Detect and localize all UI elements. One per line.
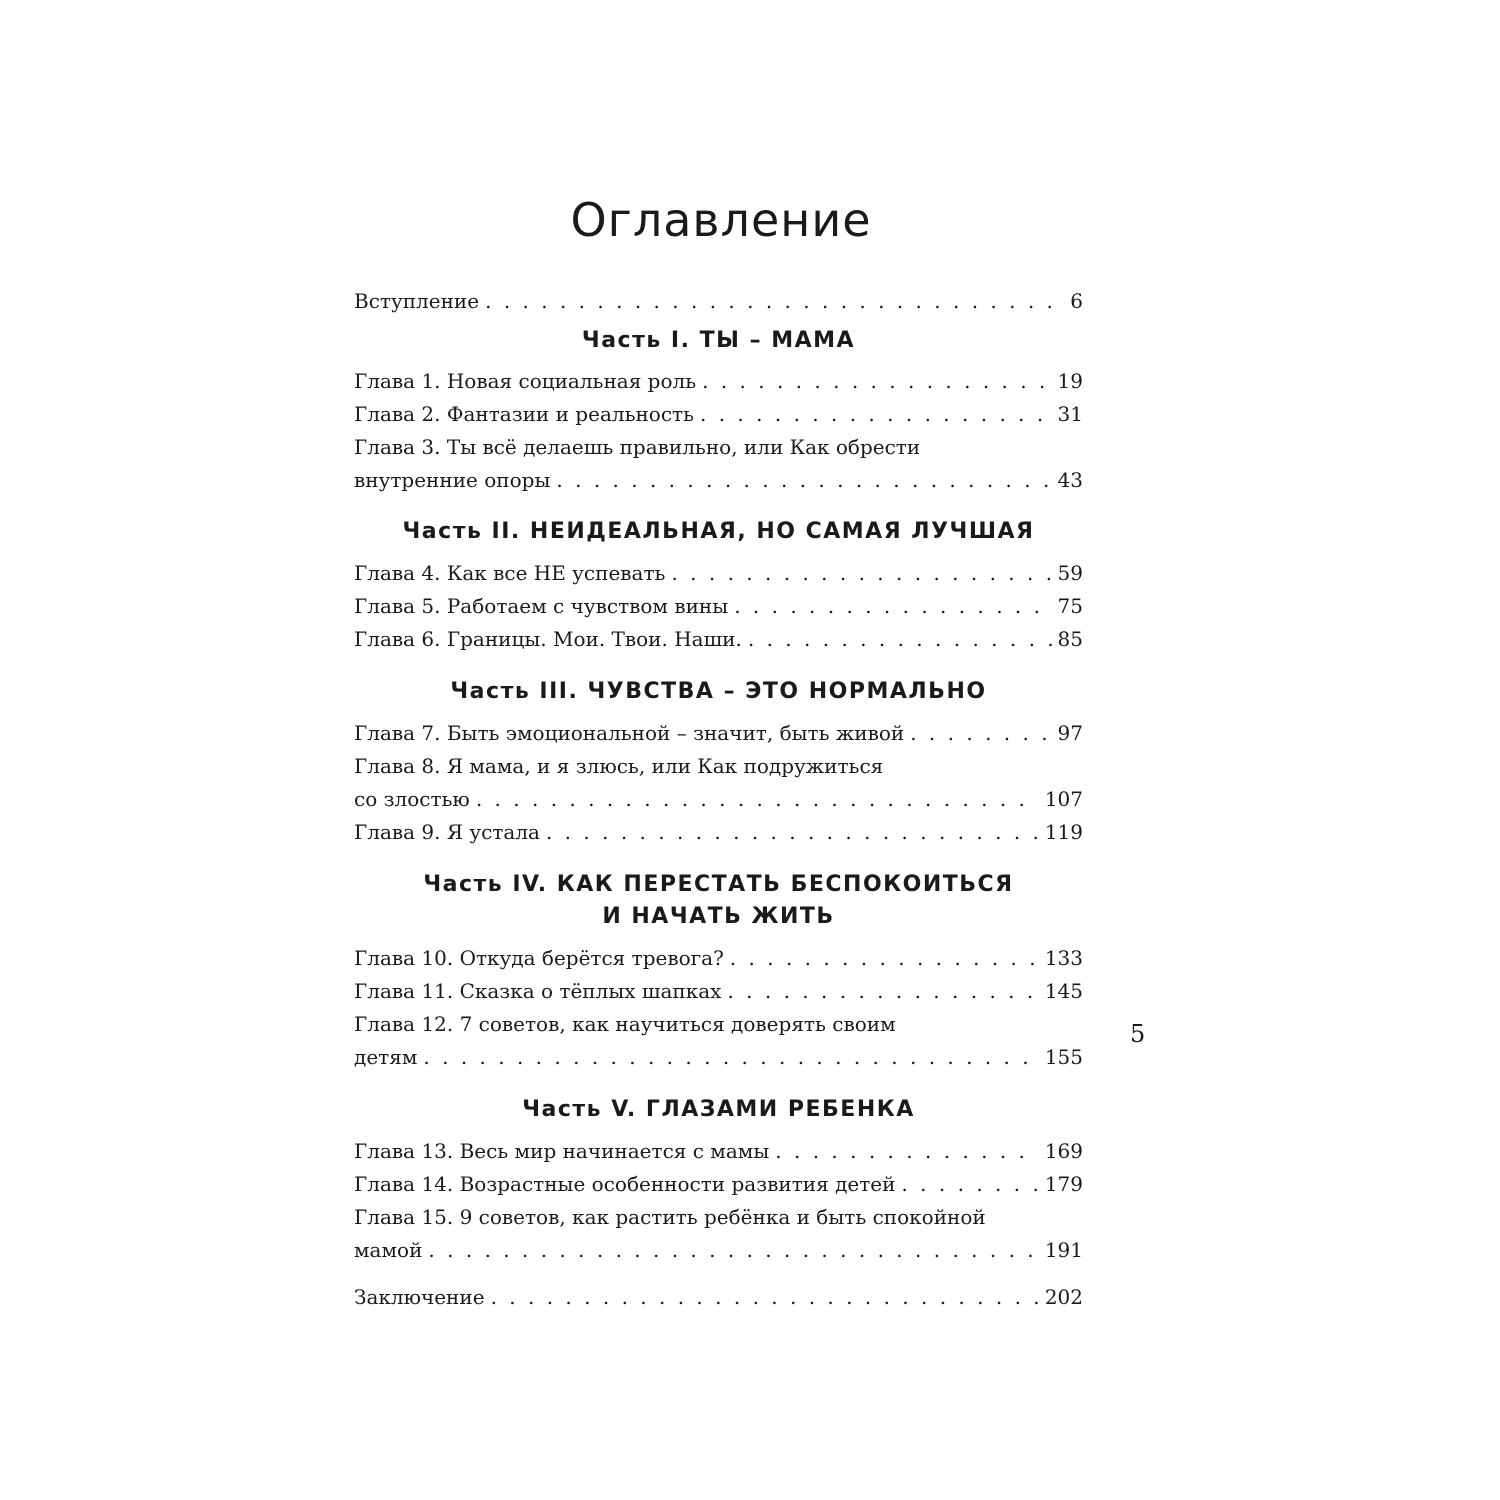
toc-entry-label: Глава 7. Быть эмоциональной – значит, быть живой <box>354 721 905 745</box>
part-heading-2: Часть II. НЕИДЕАЛЬНАЯ, НО САМАЯ ЛУЧШАЯ <box>402 519 1035 544</box>
toc-entry-chapter-9[interactable] <box>354 816 1083 849</box>
toc-page-number: 59 <box>1057 561 1083 585</box>
toc-entry-label: Глава 5. Работаем с чувством вины <box>354 594 729 618</box>
toc-page-number: 85 <box>1057 627 1083 651</box>
dot-leader <box>428 1234 1038 1267</box>
toc-entry-label-line-2: внутренние опоры <box>354 468 551 492</box>
toc-entry-chapter-2[interactable] <box>354 398 1083 431</box>
dot-leader <box>491 1281 1039 1314</box>
toc-page-number: 6 <box>1070 289 1083 313</box>
dot-leader <box>546 816 1039 849</box>
page-title: Оглавление <box>570 193 872 247</box>
toc-page-number: 119 <box>1044 820 1083 844</box>
toc-page-number: 179 <box>1044 1172 1083 1196</box>
dot-leader <box>730 942 1039 975</box>
dot-leader <box>901 1168 1038 1201</box>
toc-entry-chapter-12[interactable] <box>354 1008 1083 1074</box>
toc-entry-label: Глава 6. Границы. Мои. Твои. Наши. <box>354 627 742 651</box>
toc-entry-chapter-8[interactable] <box>354 750 1083 816</box>
toc-page-number: 97 <box>1057 721 1083 745</box>
toc-page-number: 75 <box>1057 594 1083 618</box>
dot-leader <box>671 557 1051 590</box>
toc-entry-intro[interactable] <box>354 285 1083 318</box>
toc-entry-chapter-1[interactable] <box>354 365 1083 398</box>
toc-page-number: 107 <box>1044 787 1083 811</box>
dot-leader <box>734 590 1051 623</box>
dot-leader <box>775 1135 1039 1168</box>
toc-page-number: 191 <box>1044 1238 1083 1262</box>
toc-entry-label: Глава 9. Я устала <box>354 820 540 844</box>
toc-entry-chapter-11[interactable] <box>354 975 1083 1008</box>
part-heading-1: Часть I. ТЫ – МАМА <box>581 328 856 353</box>
toc-entry-label-line-1: Глава 3. Ты всё делаешь правильно, или Как обрести <box>354 435 921 459</box>
toc-entry-chapter-15[interactable] <box>354 1201 1083 1267</box>
toc-entry-label-line-2: детям <box>354 1045 418 1069</box>
dot-leader <box>423 1041 1038 1074</box>
toc-entry-label: Глава 11. Сказка о тёплых шапках <box>354 979 722 1003</box>
toc-entry-label-line-1: Глава 8. Я мама, и я злюсь, или Как подружиться <box>354 754 884 778</box>
toc-entry-chapter-13[interactable] <box>354 1135 1083 1168</box>
toc-entry-chapter-5[interactable] <box>354 590 1083 623</box>
toc-entry-chapter-7[interactable] <box>354 717 1083 750</box>
toc-page-number: 145 <box>1044 979 1083 1003</box>
part-heading-4-line-2: И НАЧАТЬ ЖИТЬ <box>602 904 835 929</box>
dot-leader <box>556 464 1051 497</box>
dot-leader <box>476 783 1039 816</box>
dot-leader <box>700 398 1052 431</box>
toc-entry-label: Вступление <box>354 289 480 313</box>
dot-leader <box>910 717 1051 750</box>
page-number-folio: 5 <box>1130 1020 1146 1048</box>
toc-entry-chapter-3[interactable] <box>354 431 1083 497</box>
toc-entry-label: Глава 2. Фантазии и реальность <box>354 402 694 426</box>
toc-page-number: 155 <box>1044 1045 1083 1069</box>
toc-entry-label-line-1: Глава 15. 9 советов, как растить ребёнка и быть спокойной <box>354 1205 986 1229</box>
toc-page-number: 31 <box>1057 402 1083 426</box>
toc-entry-chapter-14[interactable] <box>354 1168 1083 1201</box>
part-heading-3: Часть III. ЧУВСТВА – ЭТО НОРМАЛЬНО <box>450 679 987 704</box>
toc-page-number: 202 <box>1044 1285 1083 1309</box>
toc-entry-conclusion[interactable] <box>354 1281 1083 1314</box>
toc-entry-label: Глава 4. Как все НЕ успевать <box>354 561 666 585</box>
toc-entry-label: Глава 10. Откуда берётся тревога? <box>354 946 724 970</box>
toc-entry-label-line-1: Глава 12. 7 советов, как научиться доверять своим <box>354 1012 896 1036</box>
part-heading-5: Часть V. ГЛАЗАМИ РЕБЕНКА <box>522 1097 915 1122</box>
toc-entry-label: Глава 14. Возрастные особенности развития детей <box>354 1172 896 1196</box>
toc-entry-label-line-2: мамой <box>354 1238 423 1262</box>
part-heading-4-line-1: Часть IV. КАК ПЕРЕСТАТЬ БЕСПОКОИТЬСЯ <box>423 872 1014 897</box>
toc-entry-label: Заключение <box>354 1285 485 1309</box>
toc-entry-chapter-10[interactable] <box>354 942 1083 975</box>
toc-entry-chapter-6[interactable] <box>354 623 1083 656</box>
dot-leader <box>702 365 1051 398</box>
toc-entry-label-line-2: со злостью <box>354 787 470 811</box>
toc-page-number: 169 <box>1044 1139 1083 1163</box>
toc-entry-chapter-4[interactable] <box>354 557 1083 590</box>
toc-page-number: 133 <box>1044 946 1083 970</box>
toc-page-number: 19 <box>1057 369 1083 393</box>
toc-page-number: 43 <box>1057 468 1083 492</box>
dot-leader <box>485 285 1064 318</box>
toc-entry-label: Глава 13. Весь мир начинается с мамы <box>354 1139 770 1163</box>
dot-leader <box>727 975 1038 1008</box>
toc-entry-label: Глава 1. Новая социальная роль <box>354 369 697 393</box>
dot-leader <box>748 623 1052 656</box>
